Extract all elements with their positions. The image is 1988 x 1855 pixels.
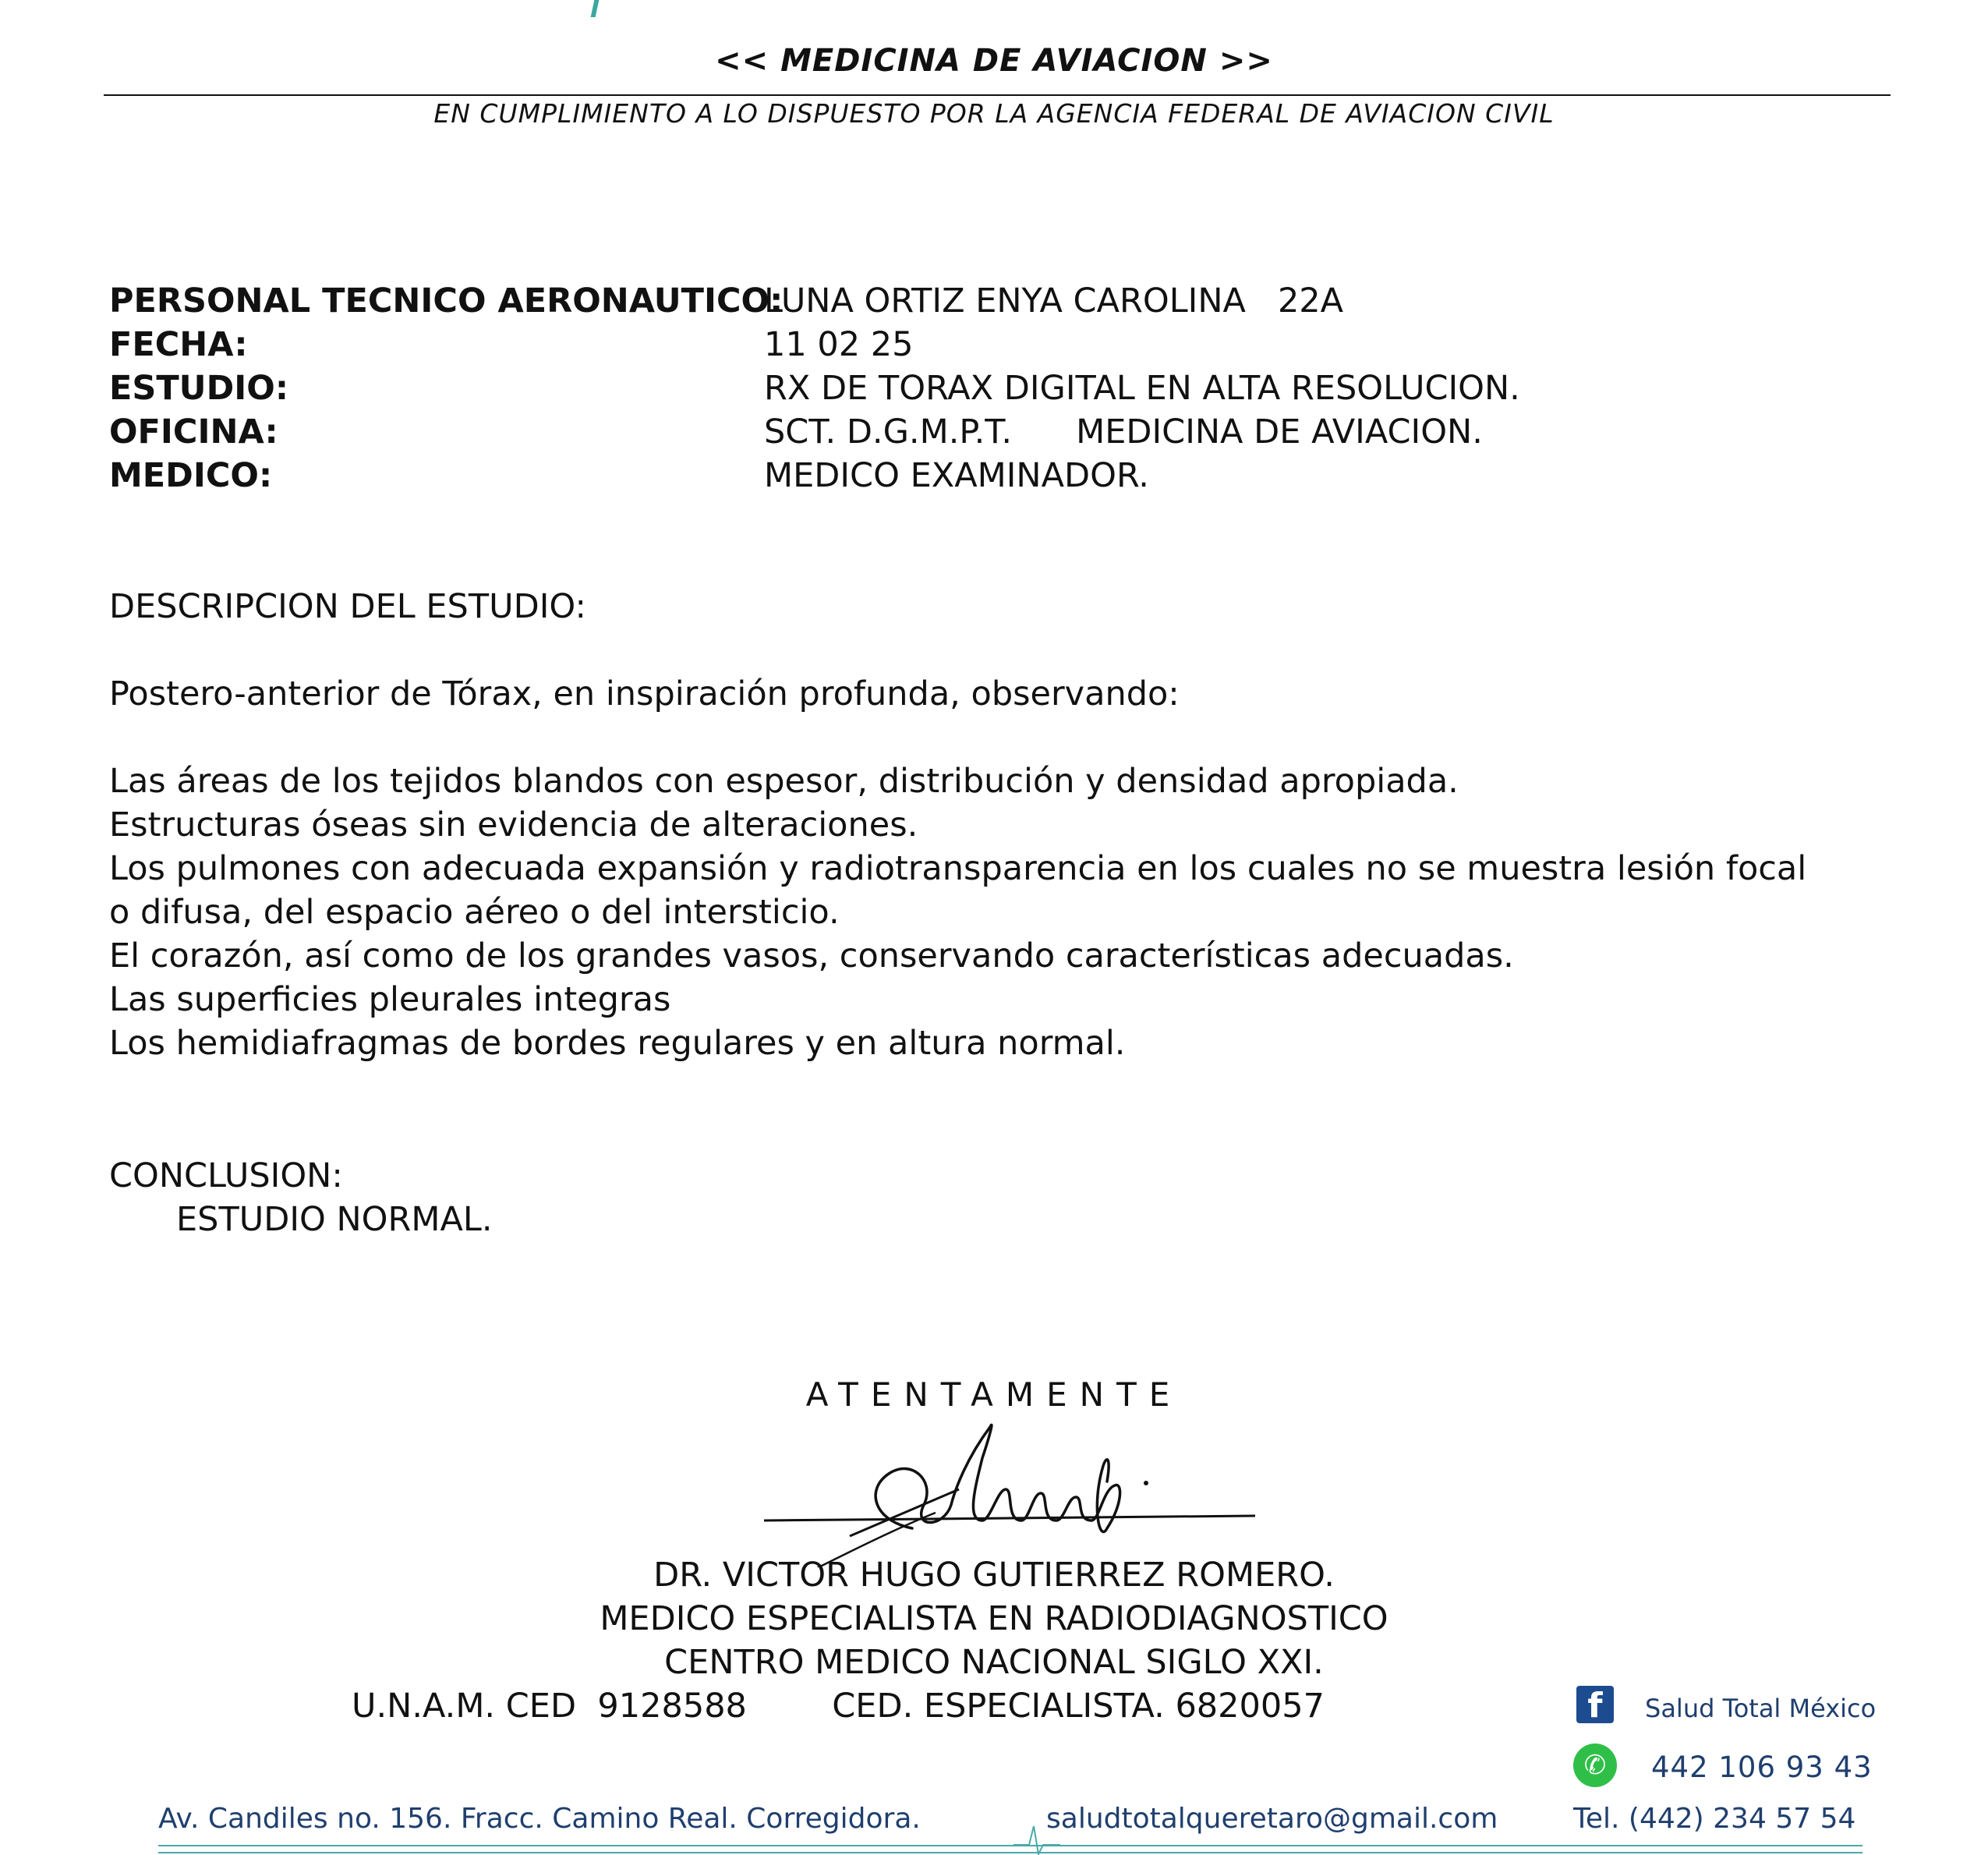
info-label-oficina: OFICINA: — [109, 412, 278, 451]
footer-phone: Tel. (442) 234 57 54 — [1573, 1803, 1856, 1835]
info-value-medico: MEDICO EXAMINADOR. — [764, 456, 1149, 495]
info-value-fecha: 11 02 25 — [764, 325, 914, 364]
handwritten-signature — [756, 1411, 1271, 1567]
facebook-icon: f — [1576, 1686, 1614, 1723]
info-value-oficina: SCT. D.G.M.P.T. MEDICINA DE AVIACION. — [764, 412, 1483, 451]
signer-institution: CENTRO MEDICO NACIONAL SIGLO XXI. — [664, 1643, 1324, 1682]
info-label-estudio: ESTUDIO: — [109, 369, 289, 408]
page-title: << MEDICINA DE AVIACION >> — [715, 43, 1273, 79]
info-label-medico: MEDICO: — [109, 456, 273, 495]
info-value-personal: LUNA ORTIZ ENYA CAROLINA 22A — [764, 281, 1344, 320]
footer-email: saludtotalqueretaro@gmail.com — [1046, 1803, 1498, 1835]
signer-title: MEDICO ESPECIALISTA EN RADIODIAGNOSTICO — [600, 1599, 1388, 1638]
info-value-estudio: RX DE TORAX DIGITAL EN ALTA RESOLUCION. — [764, 369, 1520, 408]
footer-divider — [158, 1845, 1862, 1846]
finding-line: Estructuras óseas sin evidencia de alteraciones. — [109, 805, 918, 844]
finding-line: Las áreas de los tejidos blandos con espesor, distribución y densidad apropiada. — [109, 762, 1459, 801]
page-subtitle: EN CUMPLIMIENTO A LO DISPUESTO POR LA AGENCIA FEDERAL DE AVIACION CIVIL — [433, 98, 1555, 129]
description-intro: Postero-anterior de Tórax, en inspiración profunda, observando: — [109, 674, 1180, 713]
conclusion-heading: CONCLUSION: — [109, 1156, 343, 1195]
finding-line: o difusa, del espacio aéreo o del intersticio. — [109, 893, 840, 932]
header-accent-mark — [591, 0, 600, 17]
finding-line: El corazón, así como de los grandes vasos, conservando características adecuadas. — [109, 936, 1514, 975]
footer-address: Av. Candiles no. 156. Fracc. Camino Real. Corregidora. — [158, 1803, 921, 1835]
whatsapp-number: 442 106 93 43 — [1651, 1751, 1873, 1784]
signer-name: DR. VICTOR HUGO GUTIERREZ ROMERO. — [653, 1556, 1335, 1595]
finding-line: Los hemidiafragmas de bordes regulares y en altura normal. — [109, 1024, 1126, 1063]
description-heading: DESCRIPCION DEL ESTUDIO: — [109, 587, 586, 626]
facebook-handle: Salud Total México — [1645, 1694, 1877, 1723]
footer-divider — [158, 1852, 1862, 1853]
whatsapp-icon: ✆ — [1573, 1743, 1617, 1787]
conclusion-value: ESTUDIO NORMAL. — [176, 1200, 493, 1239]
info-label-personal: PERSONAL TECNICO AERONAUTICO: — [109, 281, 784, 320]
finding-line: Las superficies pleurales integras — [109, 980, 671, 1019]
finding-line: Los pulmones con adecuada expansión y radiotransparencia en los cuales no se muestra lesión focal — [109, 849, 1807, 888]
signer-credentials: U.N.A.M. CED 9128588 CED. ESPECIALISTA. 6820057 — [352, 1687, 1325, 1726]
info-label-fecha: FECHA: — [109, 325, 248, 364]
heartbeat-icon — [1013, 1811, 1060, 1855]
closing-salutation: ATENTAMENTE — [805, 1375, 1183, 1414]
title-divider — [104, 94, 1891, 96]
